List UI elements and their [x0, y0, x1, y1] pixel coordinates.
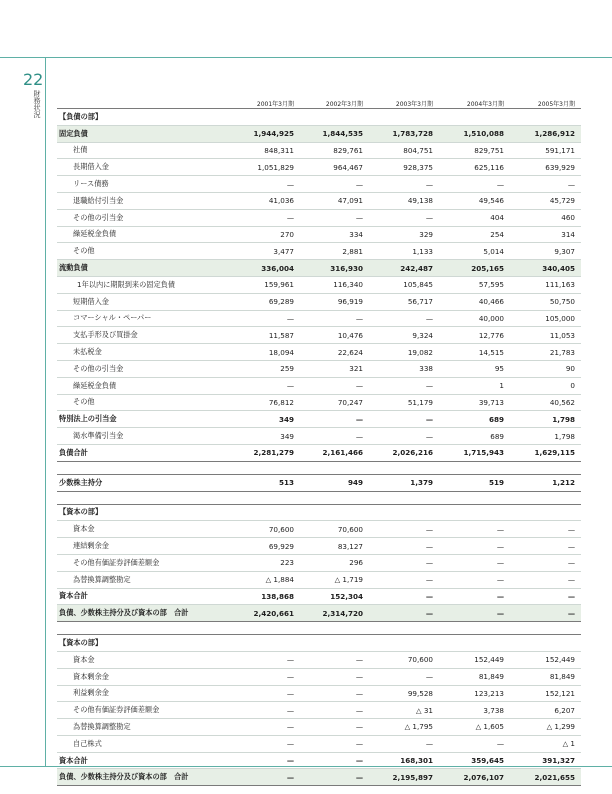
cell-value: — — [355, 655, 363, 665]
cell-value: 47,091 — [337, 196, 363, 206]
cell-value: — — [286, 179, 294, 189]
row-label: その他有価証券評価差額金 — [73, 557, 160, 567]
cell-value: 1,051,829 — [257, 162, 294, 172]
cell-value: 138,868 — [261, 591, 294, 601]
cell-value: 39,713 — [478, 397, 504, 407]
cell-value: — — [567, 591, 575, 601]
row-label: 流動負債 — [59, 263, 88, 273]
cell-value: 41,036 — [268, 196, 294, 206]
cell-value: 1,783,728 — [392, 129, 433, 139]
cell-value: — — [496, 575, 504, 585]
page-number: 22 — [23, 70, 44, 89]
row-label: 資本合計 — [59, 591, 88, 601]
cell-value: — — [496, 524, 504, 534]
cell-value: 50,750 — [549, 297, 575, 307]
cell-value: 70,247 — [337, 397, 363, 407]
row-label: 【資本の部】 — [59, 638, 103, 647]
cell-value: 349 — [280, 431, 294, 441]
cell-value: 270 — [280, 229, 294, 239]
cell-value: 40,562 — [549, 397, 575, 407]
table-header — [57, 95, 581, 109]
row-label: 負債合計 — [59, 447, 88, 457]
table-row — [57, 294, 581, 311]
cell-value: — — [425, 414, 433, 424]
table-row — [57, 538, 581, 555]
year-header: 2002年3月期 — [325, 101, 363, 108]
row-label: 自己株式 — [73, 738, 102, 748]
cell-value: — — [425, 558, 433, 568]
table-row — [57, 395, 581, 412]
row-label: その他有価証券評価差額金 — [73, 705, 160, 715]
row-label: 為替換算調整勘定 — [73, 574, 131, 584]
cell-value: 349 — [278, 414, 294, 424]
table-row — [57, 193, 581, 210]
cell-value: 334 — [349, 229, 363, 239]
cell-value: 69,929 — [268, 541, 294, 551]
row-label: 負債、少数株主持分及び資本の部 合計 — [59, 772, 189, 782]
cell-value: △ 1,299 — [546, 722, 575, 732]
cell-value: 2,161,466 — [322, 448, 363, 458]
cell-value: △ 1,605 — [475, 722, 504, 732]
cell-value: 338 — [419, 364, 433, 374]
row-label: 長期借入金 — [73, 162, 109, 172]
table-row — [57, 669, 581, 686]
row-label: 1年以内に期限到来の固定負債 — [77, 279, 176, 289]
cell-value: — — [567, 179, 575, 189]
cell-value: — — [286, 313, 294, 323]
cell-value: 95 — [494, 364, 504, 374]
row-label: 資本剰余金 — [73, 671, 109, 681]
row-label: リース債務 — [73, 179, 109, 189]
table-row — [57, 686, 581, 703]
row-label: 渇水準備引当金 — [73, 431, 124, 441]
table-row — [57, 311, 581, 328]
table-row — [57, 143, 581, 160]
cell-value: — — [425, 608, 433, 618]
balance-sheet-table — [57, 95, 581, 786]
cell-value: — — [286, 722, 294, 732]
row-label: その他の引当金 — [73, 363, 124, 373]
cell-value: — — [286, 705, 294, 715]
cell-value: 848,311 — [264, 145, 294, 155]
row-label: 【資本の部】 — [59, 507, 103, 517]
cell-value: 359,645 — [471, 756, 504, 766]
cell-value: 152,304 — [330, 591, 363, 601]
cell-value: — — [355, 772, 363, 782]
table-row — [57, 378, 581, 395]
row-label: その他の引当金 — [73, 212, 124, 222]
table-row — [57, 277, 581, 294]
cell-value: 96,919 — [337, 297, 363, 307]
cell-value: 254 — [490, 229, 504, 239]
cell-value: 1,212 — [552, 478, 575, 488]
table-row — [57, 555, 581, 572]
cell-value: — — [286, 655, 294, 665]
cell-value: 1,629,115 — [534, 448, 575, 458]
table-row — [57, 327, 581, 344]
cell-value: 123,213 — [474, 688, 504, 698]
cell-value: 111,163 — [545, 280, 575, 290]
table-row — [57, 210, 581, 227]
cell-value: 625,116 — [474, 162, 504, 172]
cell-value: 11,053 — [549, 330, 575, 340]
year-header: 2003年3月期 — [395, 101, 433, 108]
cell-value: 2,195,897 — [392, 772, 433, 782]
cell-value: — — [355, 381, 363, 391]
cell-value: 49,546 — [478, 196, 504, 206]
cell-value: 1,715,943 — [463, 448, 504, 458]
cell-value: 14,515 — [478, 347, 504, 357]
cell-value: 83,127 — [337, 541, 363, 551]
cell-value: 329 — [419, 229, 433, 239]
cell-value: — — [286, 772, 294, 782]
cell-value: — — [425, 313, 433, 323]
cell-value: 1,379 — [410, 478, 433, 488]
row-label: 支払手形及び買掛金 — [73, 330, 138, 340]
table-row — [57, 227, 581, 244]
cell-value: 81,849 — [478, 672, 504, 682]
table-row — [57, 109, 581, 126]
cell-value: △ 31 — [416, 705, 433, 715]
cell-value: — — [425, 739, 433, 749]
cell-value: 259 — [280, 364, 294, 374]
cell-value: 591,171 — [545, 145, 575, 155]
cell-value: 460 — [561, 213, 575, 223]
table-row — [57, 243, 581, 260]
cell-value: 3,738 — [483, 705, 504, 715]
cell-value: 56,717 — [407, 297, 433, 307]
cell-value: 152,121 — [545, 688, 575, 698]
cell-value: 391,327 — [542, 756, 575, 766]
cell-value: 22,624 — [337, 347, 363, 357]
cell-value: 81,849 — [549, 672, 575, 682]
cell-value: 19,082 — [407, 347, 433, 357]
cell-value: 152,449 — [474, 655, 504, 665]
row-label: 資本合計 — [59, 755, 88, 765]
cell-value: — — [496, 591, 504, 601]
cell-value: 10,476 — [337, 330, 363, 340]
table-row — [57, 159, 581, 176]
cell-value: 40,000 — [478, 313, 504, 323]
cell-value: — — [425, 213, 433, 223]
cell-value: — — [355, 313, 363, 323]
cell-value: 1,798 — [554, 431, 575, 441]
cell-value: — — [425, 381, 433, 391]
row-label: 資本金 — [73, 654, 95, 664]
cell-value: — — [567, 608, 575, 618]
table-row — [57, 475, 581, 492]
cell-value: — — [567, 575, 575, 585]
cell-value: — — [286, 672, 294, 682]
cell-value: 70,600 — [407, 655, 433, 665]
cell-value: 829,761 — [333, 145, 363, 155]
cell-value: 152,449 — [545, 655, 575, 665]
row-gap — [57, 622, 581, 635]
row-label: コマーシャル・ペーパー — [73, 313, 152, 323]
row-label: 【負債の部】 — [59, 111, 103, 121]
cell-value: — — [355, 213, 363, 223]
cell-value: 70,600 — [337, 524, 363, 534]
cell-value: 689 — [490, 431, 504, 441]
cell-value: — — [496, 558, 504, 568]
cell-value: — — [286, 756, 294, 766]
cell-value: 116,340 — [333, 280, 363, 290]
cell-value: 316,930 — [330, 263, 363, 273]
cell-value: — — [496, 608, 504, 618]
table-row — [57, 411, 581, 428]
cell-value: 12,776 — [478, 330, 504, 340]
cell-value: 689 — [488, 414, 504, 424]
row-label: 特別法上の引当金 — [59, 414, 117, 424]
cell-value: 69,289 — [268, 297, 294, 307]
cell-value: — — [286, 381, 294, 391]
cell-value: — — [286, 213, 294, 223]
cell-value: 949 — [347, 478, 363, 488]
cell-value: 105,845 — [403, 280, 433, 290]
cell-value: 2,026,216 — [392, 448, 433, 458]
year-header: 2005年3月期 — [537, 101, 575, 108]
table-row — [57, 769, 581, 786]
cell-value: △ 1,719 — [334, 575, 363, 585]
cell-value: — — [355, 431, 363, 441]
cell-value: 296 — [349, 558, 363, 568]
row-label: 為替換算調整勘定 — [73, 721, 131, 731]
row-label: 固定負債 — [59, 128, 88, 138]
cell-value: — — [286, 739, 294, 749]
cell-value: 0 — [570, 381, 575, 391]
cell-value: 70,600 — [268, 524, 294, 534]
cell-value: 168,301 — [400, 756, 433, 766]
row-gap — [57, 462, 581, 475]
cell-value: △ 1 — [562, 739, 575, 749]
cell-value: 1,286,912 — [534, 129, 575, 139]
table-row — [57, 428, 581, 445]
cell-value: — — [286, 688, 294, 698]
cell-value: 2,281,279 — [253, 448, 294, 458]
cell-value: 829,751 — [474, 145, 504, 155]
cell-value: 40,466 — [478, 297, 504, 307]
row-label: 未払税金 — [73, 347, 102, 357]
cell-value: 242,487 — [400, 263, 433, 273]
cell-value: 51,179 — [407, 397, 433, 407]
table-row — [57, 505, 581, 522]
table-row — [57, 361, 581, 378]
cell-value: 159,961 — [264, 280, 294, 290]
cell-value: 1,510,088 — [463, 129, 504, 139]
cell-value: △ 1,795 — [404, 722, 433, 732]
row-label: 負債、少数株主持分及び資本の部 合計 — [59, 608, 189, 618]
cell-value: — — [355, 688, 363, 698]
cell-value: — — [355, 414, 363, 424]
row-label: その他 — [73, 397, 95, 407]
cell-value: 11,587 — [268, 330, 294, 340]
table-row — [57, 736, 581, 753]
cell-value: 76,812 — [268, 397, 294, 407]
table-row — [57, 572, 581, 589]
row-label: 利益剰余金 — [73, 688, 109, 698]
cell-value: 336,004 — [261, 263, 294, 273]
cell-value: 1,944,925 — [253, 129, 294, 139]
row-label: その他 — [73, 246, 95, 256]
cell-value: 223 — [280, 558, 294, 568]
table-row — [57, 445, 581, 462]
cell-value: — — [425, 541, 433, 551]
cell-value: — — [355, 756, 363, 766]
top-rule — [0, 57, 612, 58]
table-row — [57, 702, 581, 719]
cell-value: 90 — [565, 364, 575, 374]
cell-value: 6,207 — [554, 705, 575, 715]
cell-value: 321 — [349, 364, 363, 374]
row-label: 退職給付引当金 — [73, 195, 124, 205]
section-title: 財務状況 — [33, 90, 41, 118]
cell-value: 49,138 — [407, 196, 433, 206]
table-row — [57, 260, 581, 277]
row-label: 繰延税金負債 — [73, 380, 117, 390]
table-row — [57, 126, 581, 143]
row-label: 少数株主持分 — [59, 477, 103, 487]
cell-value: — — [355, 672, 363, 682]
row-label: 連結剰余金 — [73, 541, 109, 551]
cell-value: 45,729 — [549, 196, 575, 206]
cell-value: 205,165 — [471, 263, 504, 273]
cell-value: 9,324 — [412, 330, 433, 340]
side-rule — [45, 57, 46, 766]
cell-value: — — [425, 672, 433, 682]
cell-value: 2,021,655 — [534, 772, 575, 782]
cell-value: 513 — [278, 478, 294, 488]
cell-value: — — [567, 541, 575, 551]
cell-value: 2,314,720 — [322, 608, 363, 618]
cell-value: 21,783 — [549, 347, 575, 357]
cell-value: — — [496, 541, 504, 551]
table-row — [57, 589, 581, 606]
cell-value: 105,000 — [545, 313, 575, 323]
table-row — [57, 605, 581, 622]
cell-value: — — [567, 558, 575, 568]
cell-value: 99,528 — [407, 688, 433, 698]
cell-value: 314 — [561, 229, 575, 239]
cell-value: 9,307 — [554, 246, 575, 256]
row-label: 社債 — [73, 145, 88, 155]
cell-value: 57,595 — [478, 280, 504, 290]
cell-value: 18,094 — [268, 347, 294, 357]
cell-value: 404 — [490, 213, 504, 223]
cell-value: 340,405 — [542, 263, 575, 273]
table-row — [57, 344, 581, 361]
table-row — [57, 521, 581, 538]
cell-value: 804,751 — [403, 145, 433, 155]
cell-value: — — [567, 524, 575, 534]
cell-value: 1,798 — [552, 414, 575, 424]
cell-value: — — [425, 575, 433, 585]
table-row — [57, 753, 581, 770]
cell-value: 2,420,661 — [253, 608, 294, 618]
table-row — [57, 719, 581, 736]
cell-value: 639,929 — [545, 162, 575, 172]
cell-value: — — [355, 739, 363, 749]
cell-value: 5,014 — [483, 246, 504, 256]
cell-value: 2,881 — [342, 246, 363, 256]
row-label: 短期借入金 — [73, 296, 109, 306]
cell-value: — — [425, 524, 433, 534]
year-header: 2001年3月期 — [256, 101, 294, 108]
cell-value: 1,844,535 — [322, 129, 363, 139]
row-gap — [57, 492, 581, 505]
year-header: 2004年3月期 — [466, 101, 504, 108]
cell-value: 3,477 — [273, 246, 294, 256]
cell-value: 2,076,107 — [463, 772, 504, 782]
cell-value: — — [496, 739, 504, 749]
cell-value: — — [425, 179, 433, 189]
table-row — [57, 176, 581, 193]
cell-value: 519 — [488, 478, 504, 488]
row-label: 資本金 — [73, 524, 95, 534]
cell-value: 964,467 — [333, 162, 363, 172]
cell-value: △ 1,884 — [265, 575, 294, 585]
cell-value: 928,375 — [403, 162, 433, 172]
cell-value: — — [355, 722, 363, 732]
table-body — [57, 109, 581, 786]
cell-value: — — [425, 431, 433, 441]
table-row — [57, 652, 581, 669]
cell-value: — — [355, 705, 363, 715]
cell-value: 1,133 — [412, 246, 433, 256]
cell-value: — — [355, 179, 363, 189]
row-label: 繰延税金負債 — [73, 229, 117, 239]
cell-value: — — [496, 179, 504, 189]
cell-value: — — [425, 591, 433, 601]
cell-value: 1 — [499, 381, 504, 391]
table-row — [57, 635, 581, 652]
